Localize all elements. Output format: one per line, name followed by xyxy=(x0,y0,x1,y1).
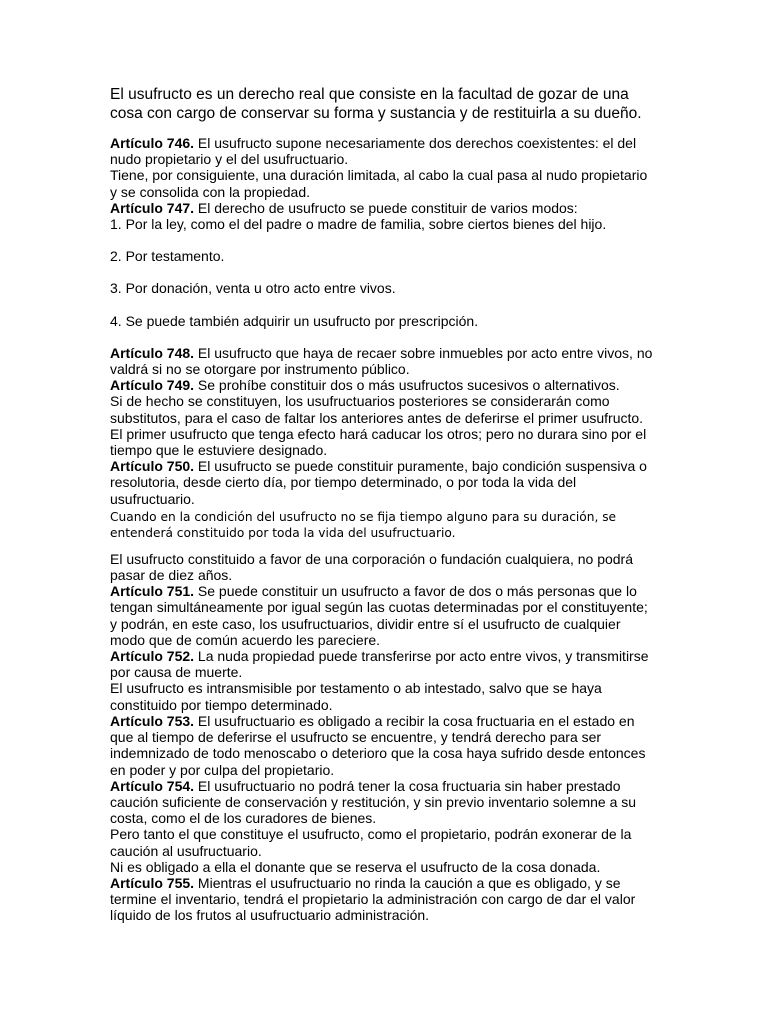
article-754-text: El usufructuario no podrá tener la cosa fructuaria sin haber prestado caución suficiente de conservación y restitución, y sin previo inventario solemne a su costa, como el de los curadores de bienes. xyxy=(110,777,637,827)
spacer xyxy=(110,542,655,551)
article-747-text: El derecho de usufructo se puede constituir de varios modos: xyxy=(194,199,578,216)
article-751 xyxy=(110,583,655,648)
article-750-paragraph-3: El usufructo constituido a favor de una corporación o fundación cualquiera, no podrá pasar de diez años. xyxy=(110,550,634,584)
article-747-item-4: 4. Se puede también adquirir un usufructo por prescripción. xyxy=(110,312,479,329)
spacer xyxy=(110,232,655,248)
article-753-text: El usufructuario es obligado a recibir la cosa fructuaria en el estado en que al tiempo de deferirse el usufructo se encuentre, y tendrá derecho para ser indemnizado de todo menoscabo o deterioro que la cosa haya sufrido desde entonces en poder y por culpa del propietario. xyxy=(110,712,646,778)
article-749-paragraph-2: Si de hecho se constituyen, los usufructuarios posteriores se considerarán como substitutos, para el caso de faltar los anteriores antes de deferirse el primer usufructo. xyxy=(110,393,644,426)
article-750-note: Cuando en la condición del usufructo no se fija tiempo alguno para su duración, se entenderá constituido por toda la vida del usufructuario. xyxy=(110,509,617,541)
article-746-label: Artículo 746. xyxy=(110,135,195,151)
article-749 xyxy=(110,377,655,393)
article-748-label: Artículo 748. xyxy=(110,344,195,361)
intro-paragraph: El usufructo es un derecho real que consiste en la facultad de gozar de una cosa con cargo de conservar su forma y sustancia y de restituirla a su dueño. xyxy=(110,86,642,122)
article-752-text: La nuda propiedad puede transferirse por acto entre vivos, y transmitirse por causa de muerte. xyxy=(110,648,649,681)
article-747-item-1: 1. Por la ley, como el del padre o madre de familia, sobre ciertos bienes del hijo. xyxy=(110,216,607,233)
article-750 xyxy=(110,458,655,507)
article-747-item-3: 3. Por donación, venta u otro acto entre vivos. xyxy=(110,280,396,297)
spacer xyxy=(110,264,655,280)
article-755-text: Mientras el usufructuario no rinda la caución a que es obligado, y se termine el inventario, tendrá el propietario la administración con cargo de dar el valor líquido de los frutos al usufructuario administración. xyxy=(110,874,636,924)
article-753 xyxy=(110,713,655,778)
article-751-label: Artículo 751. xyxy=(110,583,195,600)
article-752-paragraph-2: El usufructo es intransmisible por testamento o ab intestado, salvo que se haya constituido por tiempo determinado. xyxy=(110,680,602,713)
article-748 xyxy=(110,345,655,377)
article-746 xyxy=(110,135,655,167)
article-748-text: El usufructo que haya de recaer sobre inmuebles por acto entre vivos, no valdrá si no se otorgare por instrumento público. xyxy=(110,344,653,378)
article-755-label: Artículo 755. xyxy=(110,874,195,891)
article-749-text: Se prohíbe constituir dos o más usufructos sucesivos o alternativos. xyxy=(194,377,620,394)
article-754-paragraph-3: Ni es obligado a ella el donante que se reserva el usufructo de la cosa donada. xyxy=(110,858,601,875)
article-750-text: El usufructo se puede constituir puramente, bajo condición suspensiva o resolutoria, desde cierto día, por tiempo determinado, o por toda la vida del usufructuario. xyxy=(110,458,647,507)
article-749-paragraph-3: El primer usufructo que tenga efecto hará caducar los otros; pero no durara sino por el tiempo que le estuviere designado. xyxy=(110,425,647,459)
article-746-text: El usufructo supone necesariamente dos derechos coexistentes: el del nudo propietario y el del usufructuario. xyxy=(110,135,637,168)
article-754-paragraph-2: Pero tanto el que constituye el usufructo, como el propietario, podrán exonerar de la caución al usufructuario. xyxy=(110,826,632,859)
spacer xyxy=(110,297,655,313)
document-page xyxy=(110,85,655,924)
article-752-label: Artículo 752. xyxy=(110,648,195,665)
article-747-item-2: 2. Por testamento. xyxy=(110,248,225,265)
spacer xyxy=(110,329,655,345)
article-750-label: Artículo 750. xyxy=(110,458,195,475)
article-746-paragraph-2: Tiene, por consiguiente, una duración limitada, al cabo la cual pasa al nudo propietario y se consolida con la propiedad. xyxy=(110,167,648,200)
article-751-text: Se puede constituir un usufructo a favor de dos o más personas que lo tengan simultáneamente por igual según las cuotas determinadas por el constituyente; y podrán, en este caso, los usufructuarios, dividir entre sí el usufructo de cualquier modo que de común acuerdo les pareciere. xyxy=(110,583,648,648)
article-754 xyxy=(110,778,655,827)
article-752 xyxy=(110,648,655,680)
article-747-label: Artículo 747. xyxy=(110,199,195,216)
article-747 xyxy=(110,200,655,216)
article-754-label: Artículo 754. xyxy=(110,777,195,794)
article-749-label: Artículo 749. xyxy=(110,377,195,394)
article-753-label: Artículo 753. xyxy=(110,712,195,729)
article-755 xyxy=(110,875,655,924)
